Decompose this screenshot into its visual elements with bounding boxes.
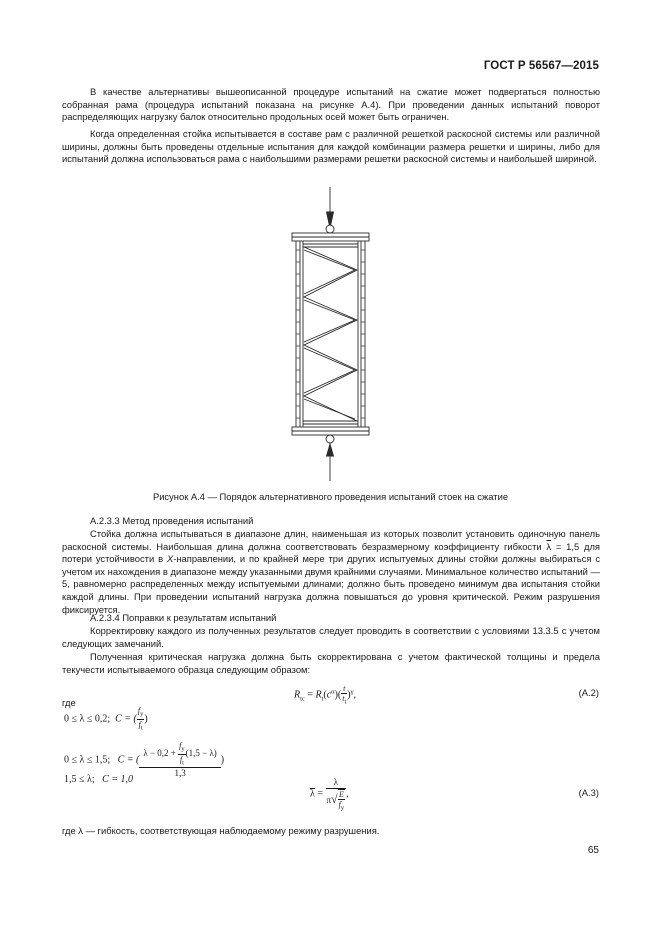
load-arrow-up-icon (326, 435, 334, 481)
section-heading-a234: А.2.3.4 Поправки к результатам испытаний (90, 612, 277, 623)
load-arrow-down-icon (326, 187, 334, 233)
equation-number-a2: (А.2) (578, 687, 599, 698)
bottom-beam (292, 427, 369, 435)
condition-2: 0 ≤ λ ≤ 1,5; C = ( λ − 0,2 + $\frac{f_y}{f_t}$ (1,5 − λ) 1,3 ) (64, 741, 225, 779)
top-beam (292, 233, 369, 241)
where-label-2: где λ — гибкость, соответствующая наблюдаемому режиму разрушения. (62, 825, 380, 836)
paragraph-alternative-procedure: В качестве альтернативы вышеописанной процедуре испытаний на сжатие может подвергаться полностью собранная рама (процедура испытаний показана на рисунке А.4). При проведении данных испытаний поворот распределяющих нагрузку балок относительно продольных осей может быть ограничен. (62, 86, 600, 123)
where-label-1: где (62, 697, 76, 708)
paragraph-correction: Корректировку каждого из полученных результатов следует проводить в соответствии с условиями 13.3.5 с учетом следующих замечаний. (62, 625, 600, 649)
condition-1: 0 ≤ λ ≤ 0,2; C = ( $\frac{f_y}{f_t}$ ) (64, 706, 148, 732)
figure-caption: Рисунок А.4 — Порядок альтернативного проведения испытаний стоек на сжатие (152, 491, 509, 502)
left-upright (296, 241, 303, 427)
document-header: ГОСТ Р 56567—2015 (483, 60, 599, 72)
lattice-diagonals (304, 247, 357, 421)
page-number: 65 (587, 845, 599, 856)
paragraph-different-lattice: Когда определенная стойка испытывается в составе рам с различной решеткой раскосной системы или различной ширины, должны быть проведены отдельные испытания для каждой комбинации размера решетки и ширины, либо для испытаний должна использоваться рама с наибольшими размерами решетки раскосной системы и наибольшей шириной. (62, 128, 600, 165)
horizontal-members (303, 244, 358, 424)
paragraph-critical-load: Полученная критическая нагрузка должна быть скорректирована с учетом фактической толщины и предела текучести испытываемого образца следующим образом: (62, 651, 600, 675)
condition-3: 1,5 ≤ λ; C = 1,0 (64, 774, 134, 785)
paragraph-test-method: Стойка должна испытываться в диапазоне длин, наименьшая из которых позволит установить одиночную панель раскосной системы. Наибольшая длина должна соответствовать безразмерному коэффициенту гибкости $\overline{\lambda} = 1,5$ для потери устойчивости в X-направлении, и по крайней мере три других испытуемых длины стойки должны выбираться с учетом их нахождения в диапазоне между указанными двумя крайними случаями. Минимальное количество испытаний — 5, равномерно распределенных между испытуемыми длинами; должно быть проведено минимум два испытания стойки каждой длины. При проведении испытаний нагрузка должна повышаться до уровня критической. Режим разрушения фиксируется. (62, 528, 601, 615)
right-upright (358, 241, 365, 427)
lambda-bar: $\overline{\lambda}$ (546, 540, 552, 552)
section-heading-a233: А.2.3.3 Метод проведения испытаний (90, 515, 254, 526)
equation-a2: $R_{tc} = R_t(c^\alpha)$( $\frac{t}{t_t}$ )$^\gamma$, (294, 684, 357, 706)
equation-number-a3: (А.3) (578, 787, 599, 798)
equation-a3: $\overline{\lambda}$ = λ π√ $\frac{E}{f_y}$ , (310, 777, 349, 812)
